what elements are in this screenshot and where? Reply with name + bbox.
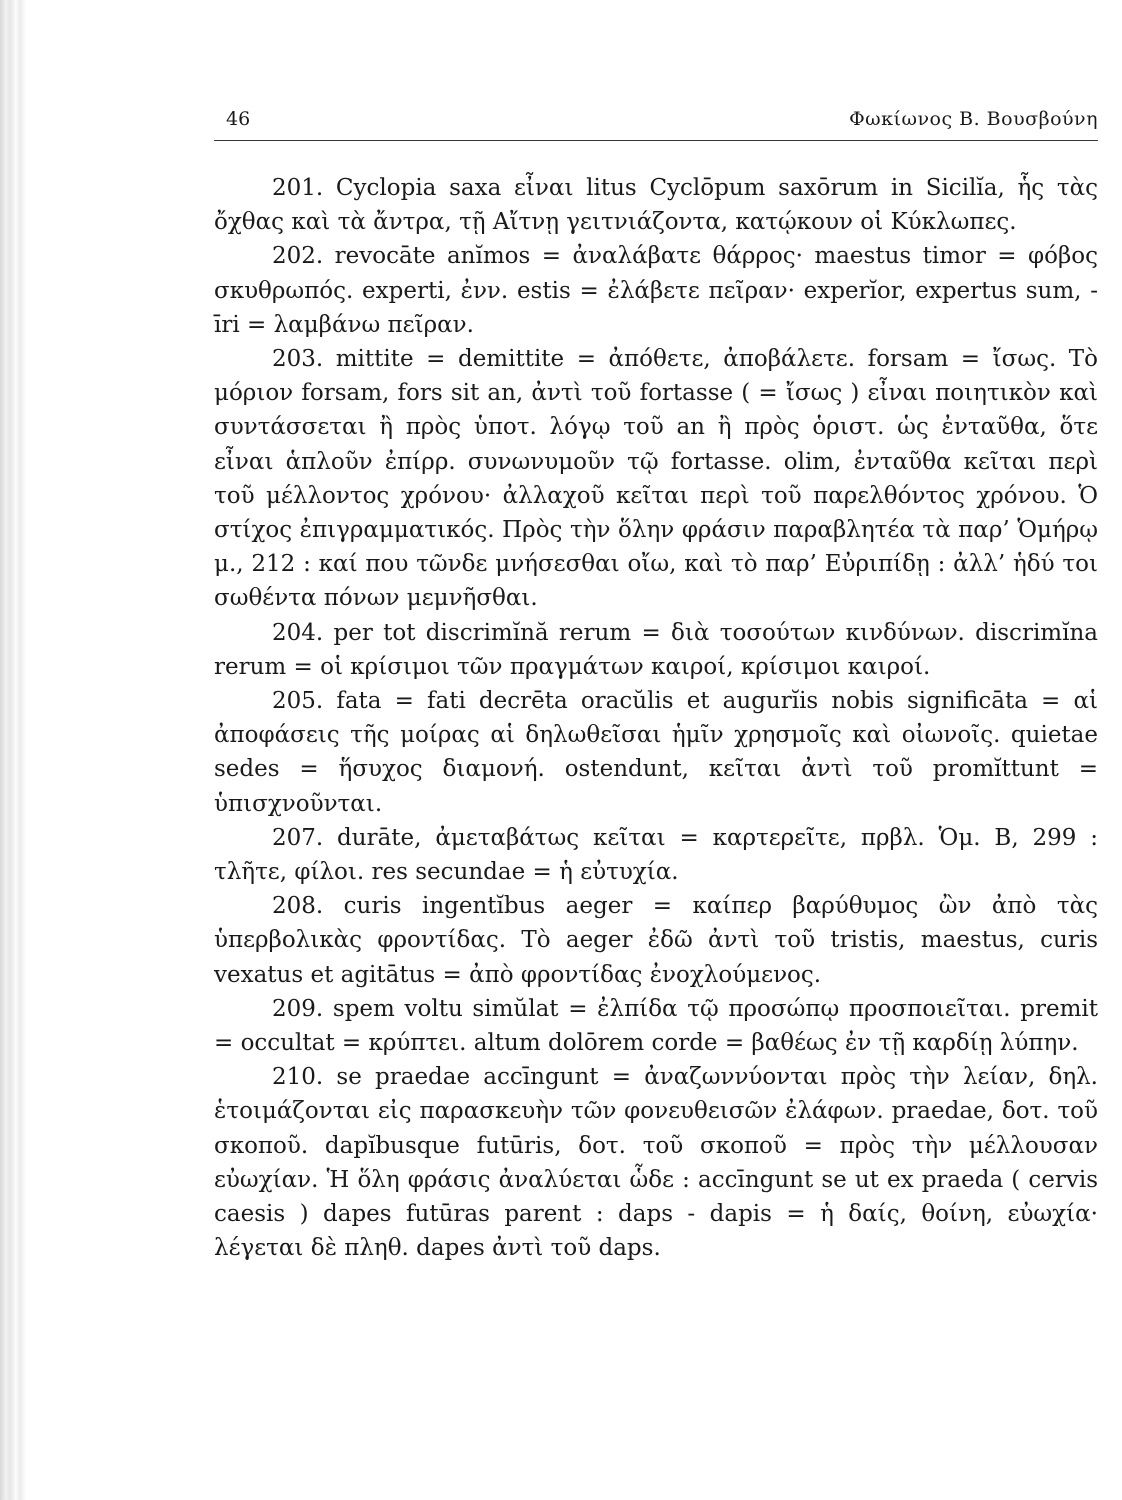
note-209: 209. spem voltu simŭlat = ἐλπίδα τῷ προσώπῳ προσποιεῖται. premit = occultat = κρύπτει. altum dolōrem corde = βαθέως ἐν τῇ καρδίῃ λύπην. [214, 995, 1098, 1057]
note-204: 204. per tot discrimĭnă rerum = διὰ τοσούτων κινδύνων. discrimĭna rerum = οἱ κρίσιμοι τῶν πραγμάτων καιροί, κρίσιμοι καιροί. [214, 619, 1098, 680]
note-202: 202. revocāte anĭmos = ἀναλάβατε θάρρος· maestus timor = φόβος σκυθρωπός. experti, ἐνν. estis = ἐλάβετε πεῖραν· experĭor, expertus sum, - īri = λαμβάνω πεῖραν. [214, 243, 1098, 338]
note-208: 208. curis ingentĭbus aeger = καίπερ βαρύθυμος ὢν ἀπὸ τὰς ὑπερβολικὰς φροντίδας. Τὸ aeger ἐδῶ ἀντὶ τοῦ tristis, maestus, curis vexatus et agitātus = ἀπὸ φροντίδας ἐνοχλούμενος. [214, 893, 1098, 988]
book-page [214, 100, 1098, 1266]
running-title: Φωκίωνος Β. Βουσβούνη [849, 108, 1098, 130]
book-gutter-edge [0, 0, 26, 1500]
note-207: 207. durāte, ἀμεταβάτως κεῖται = καρτερεῖτε, πρβλ. Ὁμ. Β, 299 : τλῆτε, φίλοι. res secundae = ἡ εὐτυχία. [214, 824, 1098, 886]
note-203: 203. mittite = demittite = ἀπόθετε, ἀποβάλετε. forsam = ἴσως. Τὸ μόριον forsam, fors sit an, ἀντὶ τοῦ fortasse ( = ἴσως ) εἶναι ποιητικὸν καὶ συντάσσεται ἢ πρὸς ὑποτ. λόγῳ τοῦ an ἢ πρὸς ὁριστ. ὡς ἐνταῦθα, ὅτε εἶναι ἁπλοῦν ἐπίρρ. συνωνυμοῦν τῷ fortasse. olim, ἐνταῦθα κεῖται περὶ τοῦ μέλλοντος χρόνου· ἀλλαχοῦ κεῖται περὶ τοῦ παρελθόντος χρόνου. Ὁ στίχος ἐπιγραμματικός. Πρὸς τὴν ὅλην φράσιν παραβλητέα τὰ παρ’ Ὁμήρῳ μ., 212 : καί που τῶνδε μνήσεσθαι οἴω, καὶ τὸ παρ’ Εὐριπίδῃ : ἀλλ’ ἡδύ τοι σωθέντα πόνων μεμνῆσθαι. [214, 346, 1098, 612]
note-210: 210. se praedae accīngunt = ἀναζωννύονται πρὸς τὴν λείαν, δηλ. ἑτοιμάζονται εἰς παρασκευὴν τῶν φονευθεισῶν ἐλάφων. praedae, δοτ. τοῦ σκοποῦ. dapĭbusque futūris, δοτ. τοῦ σκοποῦ = πρὸς τὴν μέλλουσαν εὐωχίαν. Ἡ ὅλη φράσις ἀναλύεται ὧδε : accīngunt se ut ex praeda ( cervis caesis ) dapes futūras parent : daps - dapis = ἡ δαίς, θοίνη, εὐωχία· λέγεται δὲ πληθ. dapes ἀντὶ τοῦ daps. [214, 1064, 1098, 1262]
page-number: 46 [226, 108, 251, 130]
note-205: 205. fata = fati decrēta oracŭlis et augurĭis nobis significāta = αἱ ἀποφάσεις τῆς μοίρας αἱ δηλωθεῖσαι ἡμῖν χρησμοῖς καὶ οἰωνοῖς. quietae sedes = ἥσυχος διαμονή. ostendunt, κεῖται ἀντὶ τοῦ promĭttunt = ὑπισχνοῦνται. [214, 688, 1098, 817]
note-201: 201. Cyclopia saxa εἶναι litus Cyclōpum saxōrum in Sicilĭa, ἧς τὰς ὄχθας καὶ τὰ ἄντρα, τῇ Αἴτνῃ γειτνιάζοντα, κατῴκουν οἱ Κύκλωπες. [214, 175, 1098, 236]
running-head [214, 100, 1098, 141]
commentary-notes [214, 171, 1098, 1266]
